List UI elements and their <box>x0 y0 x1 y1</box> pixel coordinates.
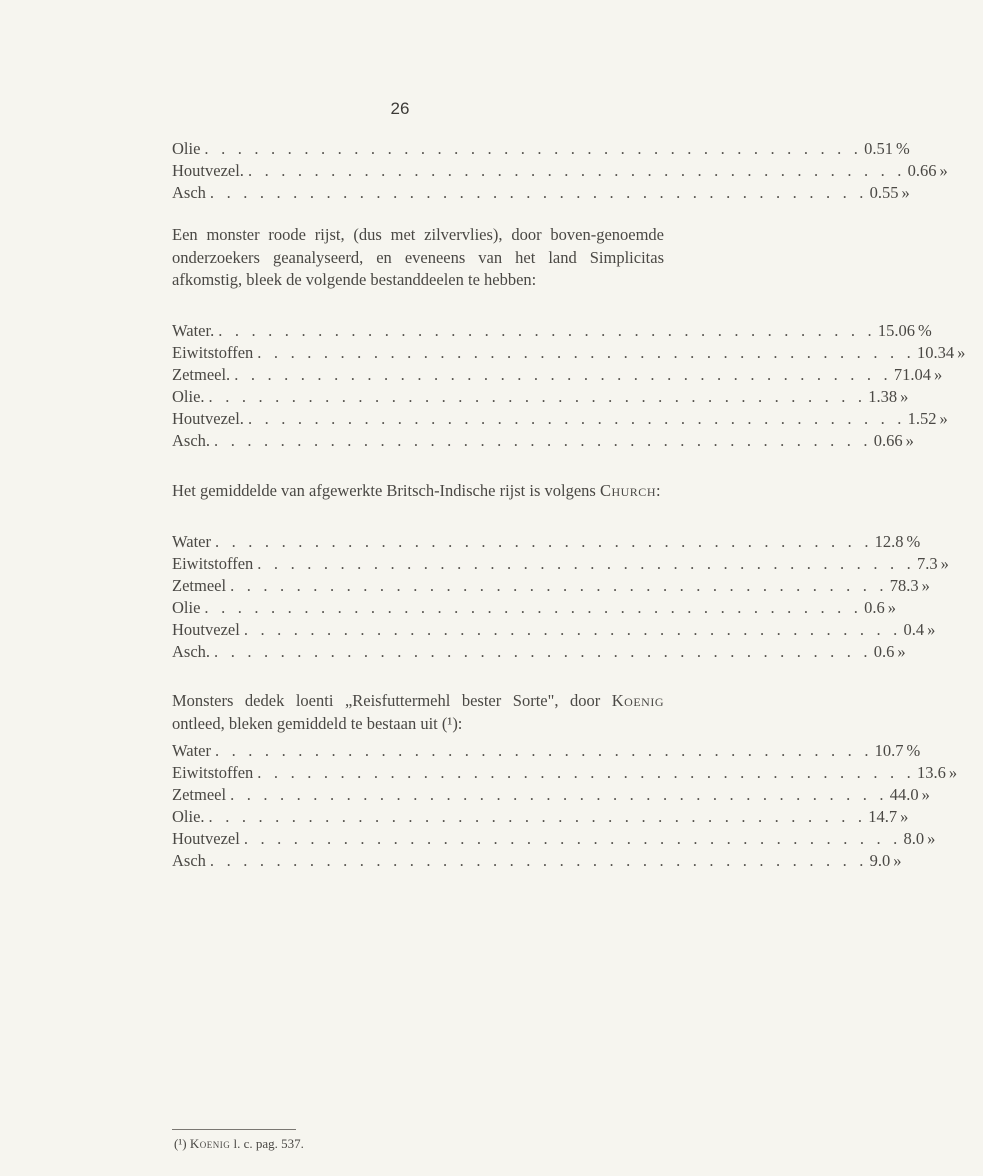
dot-leader: . . . . . . . . . . . . . . . . . . . . . . . . . . . . . . . . . . . . . . . . <box>214 741 873 760</box>
row-value <box>868 850 920 872</box>
row-label: Olie. <box>172 387 205 406</box>
paragraph-text: Monsters dedek loenti „Reisfuttermehl bester Sorte", door <box>172 691 601 710</box>
row-unit: » <box>900 807 909 826</box>
dot-leader: . . . . . . . . . . . . . . . . . . . . . . . . . . . . . . . . . . . . . . . . <box>257 343 915 362</box>
row-value <box>862 138 922 160</box>
author-name: Koenig <box>611 691 665 710</box>
row-number: 14.7 <box>868 807 898 826</box>
row-number: 13.6 <box>916 763 946 782</box>
row-unit: % <box>906 741 921 760</box>
page-number: 26 <box>390 99 410 118</box>
table-row <box>172 806 909 828</box>
dot-leader: . . . . . . . . . . . . . . . . . . . . . . . . . . . . . . . . . . . . . . . . <box>218 321 876 340</box>
row-value <box>915 342 983 364</box>
row-number: 0.55 <box>869 183 899 202</box>
row-label: Olie. <box>172 807 205 826</box>
row-unit: » <box>901 183 910 202</box>
row-value <box>868 182 928 204</box>
row-value <box>866 806 926 828</box>
row-number: 0.66 <box>873 431 903 450</box>
row-number: 15.06 <box>877 321 916 340</box>
row-unit: % <box>895 139 910 158</box>
footnote-author: Koenig <box>189 1136 231 1151</box>
row-unit: » <box>934 365 943 384</box>
row-label: Houtvezel <box>172 620 240 639</box>
row-number: 1.52 <box>907 409 937 428</box>
row-number: 7.3 <box>916 554 938 573</box>
row-unit: » <box>897 642 906 661</box>
footnote-divider <box>172 1129 296 1130</box>
row-unit: » <box>948 763 958 782</box>
row-label: Water. <box>172 321 215 340</box>
row-value <box>892 364 960 386</box>
row-unit: » <box>921 576 930 595</box>
row-unit: » <box>957 343 966 362</box>
paragraph-text: Het gemiddelde van afgewerkte Britsch-Indische rijst is volgens <box>172 481 596 500</box>
row-number: 9.0 <box>869 851 891 870</box>
table-row <box>172 182 910 204</box>
row-value <box>872 641 924 663</box>
dot-leader: . . . . . . . . . . . . . . . . . . . . . . . . . . . . . . . . . . . . . . . . <box>230 785 888 804</box>
composition-table-4 <box>172 740 958 872</box>
dot-leader: . . . . . . . . . . . . . . . . . . . . . . . . . . . . . . . . . . . . . . . . <box>243 829 902 848</box>
row-label: Asch <box>172 851 206 870</box>
row-number: 0.51 <box>864 139 893 158</box>
row-unit: » <box>900 387 909 406</box>
table-row <box>172 320 932 342</box>
row-number: 44.0 <box>889 785 919 804</box>
row-label: Eiwitstoffen <box>172 554 254 573</box>
row-value <box>862 597 914 619</box>
row-unit: % <box>918 321 932 340</box>
row-unit: % <box>906 532 921 551</box>
table-row <box>172 850 902 872</box>
dot-leader: . . . . . . . . . . . . . . . . . . . . . . . . . . . . . . . . . . . . . . . . <box>247 409 906 428</box>
row-label: Water <box>172 532 211 551</box>
row-value <box>873 740 933 762</box>
row-label: Eiwitstoffen <box>172 763 254 782</box>
dot-leader: . . . . . . . . . . . . . . . . . . . . . . . . . . . . . . . . . . . . . . . . <box>243 620 902 639</box>
row-number: 0.6 <box>864 598 885 617</box>
row-number: 8.0 <box>903 829 925 848</box>
row-label: Zetmeel <box>172 576 227 595</box>
dot-leader: . . . . . . . . . . . . . . . . . . . . . . . . . . . . . . . . . . . . . . . . <box>257 763 915 782</box>
composition-table-3 <box>172 531 949 663</box>
footnote <box>174 1136 304 1152</box>
table-row <box>172 784 930 806</box>
footnote-text: l. c. pag. 537. <box>233 1136 304 1151</box>
row-unit: » <box>927 829 936 848</box>
table-row <box>172 575 930 597</box>
dot-leader: . . . . . . . . . . . . . . . . . . . . . . . . . . . . . . . . . . . . . . . . <box>214 431 872 450</box>
row-label: Asch <box>172 183 206 202</box>
row-number: 78.3 <box>889 576 919 595</box>
row-value <box>906 408 966 430</box>
row-number: 10.7 <box>874 741 904 760</box>
row-value <box>906 160 966 182</box>
footnote-marker: (¹) <box>174 1136 187 1151</box>
paragraph-text: Een monster roode rijst, (dus met zilvervlies), door boven-genoemde onderzoekers geanalyseerd, en eveneens van het land Simplicitas afkomstig, bleek de volgende bestanddeelen te hebben: <box>172 225 664 289</box>
dot-leader: . . . . . . . . . . . . . . . . . . . . . . . . . . . . . . . . . . . . . . . . <box>209 851 868 870</box>
author-name: Church <box>599 481 656 500</box>
table-row <box>172 828 936 850</box>
table-row <box>172 553 949 575</box>
row-label: Zetmeel <box>172 785 227 804</box>
row-value <box>876 320 944 342</box>
row-label: Water <box>172 741 211 760</box>
composition-table-2 <box>172 320 966 452</box>
dot-leader: . . . . . . . . . . . . . . . . . . . . . . . . . . . . . . . . . . . . . . . . <box>247 161 906 180</box>
row-unit: » <box>893 851 902 870</box>
row-unit: » <box>905 431 914 450</box>
dot-leader: . . . . . . . . . . . . . . . . . . . . . . . . . . . . . . . . . . . . . . . . <box>230 576 888 595</box>
row-value <box>888 784 948 806</box>
row-label: Houtvezel. <box>172 409 244 428</box>
paragraph-suffix: : <box>655 481 661 500</box>
row-value <box>872 430 932 452</box>
row-label: Zetmeel. <box>172 365 231 384</box>
row-number: 10.34 <box>916 343 955 362</box>
row-number: 71.04 <box>893 365 931 384</box>
row-label: Asch. <box>172 431 211 450</box>
table-row <box>172 386 909 408</box>
dot-leader: . . . . . . . . . . . . . . . . . . . . . . . . . . . . . . . . . . . . . . . . <box>204 139 863 158</box>
dot-leader: . . . . . . . . . . . . . . . . . . . . . . . . . . . . . . . . . . . . . . . . <box>208 807 867 826</box>
dot-leader: . . . . . . . . . . . . . . . . . . . . . . . . . . . . . . . . . . . . . . . . <box>214 532 873 551</box>
row-label: Houtvezel <box>172 829 240 848</box>
paragraph-britsch-indische <box>172 480 664 503</box>
dot-leader: . . . . . . . . . . . . . . . . . . . . . . . . . . . . . . . . . . . . . . . . <box>208 387 867 406</box>
row-number: 0.4 <box>903 620 925 639</box>
table-row <box>172 408 948 430</box>
row-unit: » <box>939 161 948 180</box>
row-unit: » <box>887 598 896 617</box>
table-row <box>172 597 896 619</box>
row-number: 12.8 <box>874 532 904 551</box>
table-row <box>172 762 958 784</box>
paragraph-text: ontleed, bleken gemiddeld te bestaan uit (¹): <box>172 713 463 733</box>
table-row <box>172 531 921 553</box>
table-row <box>172 342 966 364</box>
dot-leader: . . . . . . . . . . . . . . . . . . . . . . . . . . . . . . . . . . . . . . . . <box>234 365 892 384</box>
table-row <box>172 619 936 641</box>
row-value <box>866 386 926 408</box>
composition-table-1 <box>172 138 948 204</box>
row-value <box>888 575 948 597</box>
table-row <box>172 138 910 160</box>
row-value <box>873 531 933 553</box>
dot-leader: . . . . . . . . . . . . . . . . . . . . . . . . . . . . . . . . . . . . . . . . <box>257 554 915 573</box>
row-value <box>902 828 954 850</box>
row-value <box>915 553 967 575</box>
row-value <box>902 619 954 641</box>
row-number: 0.6 <box>873 642 895 661</box>
row-label: Olie <box>172 139 201 158</box>
row-label: Asch. <box>172 642 211 661</box>
row-number: 0.66 <box>907 161 937 180</box>
row-label: Eiwitstoffen <box>172 343 254 362</box>
table-row <box>172 364 943 386</box>
table-row <box>172 160 948 182</box>
paragraph-roode-rijst <box>172 224 664 292</box>
dot-leader: . . . . . . . . . . . . . . . . . . . . . . . . . . . . . . . . . . . . . . . . <box>204 598 863 617</box>
row-unit: » <box>939 409 948 428</box>
row-number: 1.38 <box>868 387 898 406</box>
table-row <box>172 430 914 452</box>
dot-leader: . . . . . . . . . . . . . . . . . . . . . . . . . . . . . . . . . . . . . . . . <box>214 642 872 661</box>
table-row <box>172 740 921 762</box>
row-label: Olie <box>172 598 201 617</box>
row-unit: » <box>940 554 949 573</box>
dot-leader: . . . . . . . . . . . . . . . . . . . . . . . . . . . . . . . . . . . . . . . . <box>209 183 868 202</box>
paragraph-dedek-loenti <box>172 690 664 735</box>
row-label: Houtvezel. <box>172 161 244 180</box>
row-unit: » <box>921 785 930 804</box>
table-row <box>172 641 906 663</box>
row-value <box>915 762 975 784</box>
row-unit: » <box>927 620 936 639</box>
